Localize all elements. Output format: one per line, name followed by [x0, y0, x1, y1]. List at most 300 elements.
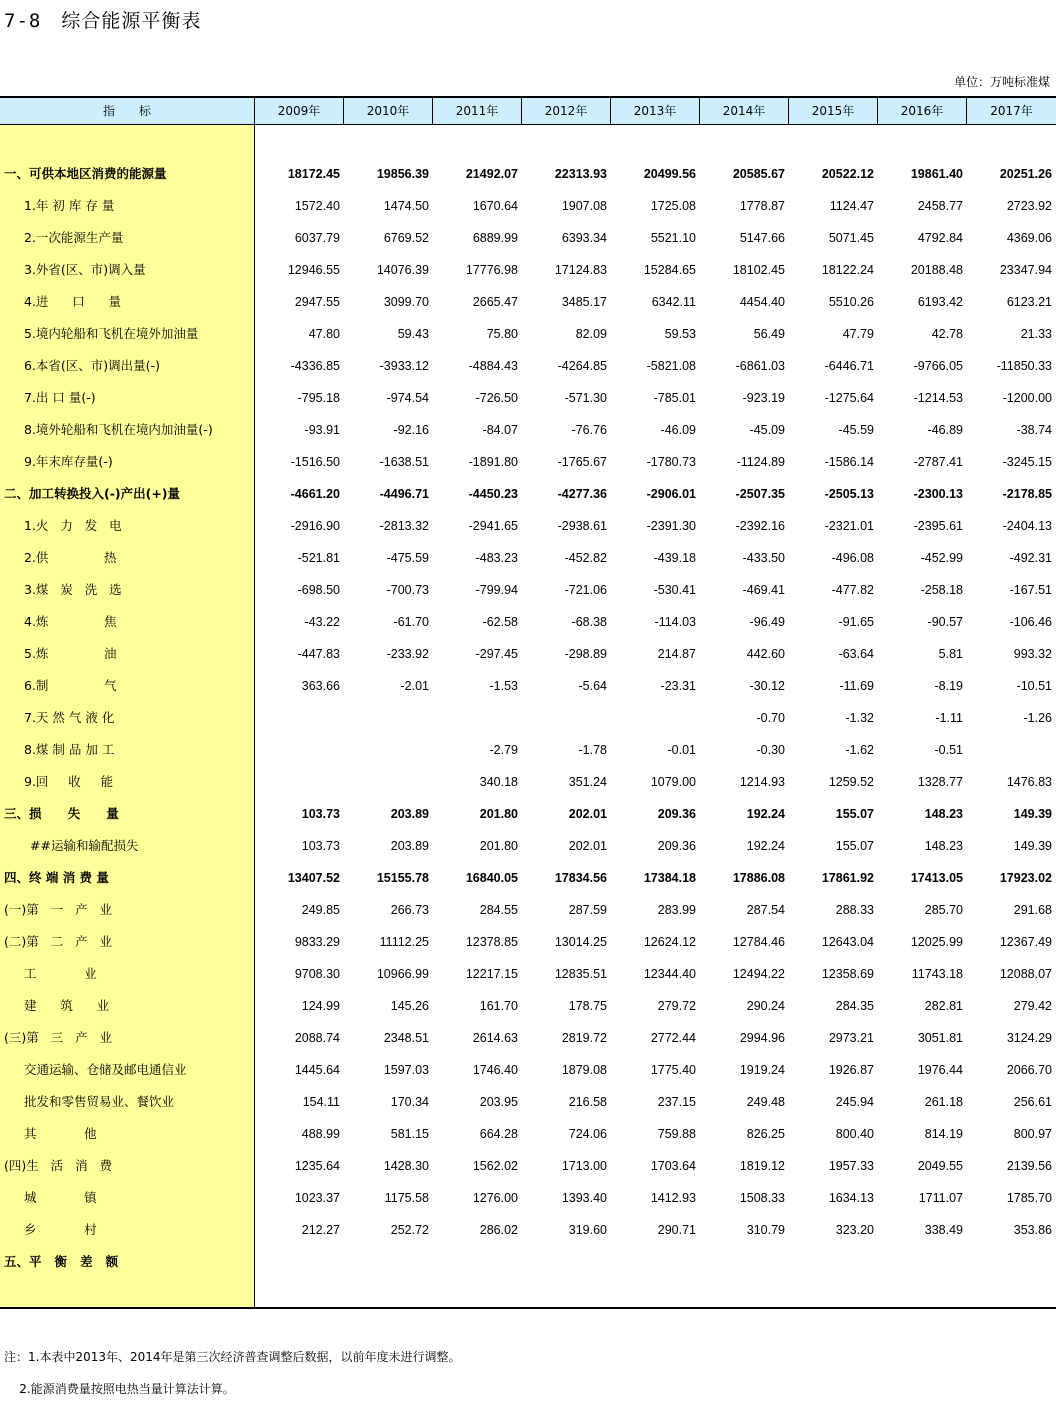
value-cell: 12643.04: [821, 935, 874, 949]
row-label: 城 镇: [24, 1190, 97, 1205]
table-row: [0, 222, 1056, 254]
row-label: 交通运输、仓储及邮电通信业: [24, 1062, 187, 1077]
value-cell: 5521.10: [650, 231, 696, 245]
value-cell: -721.06: [564, 583, 607, 597]
table-row: [0, 638, 1056, 670]
value-cell: -2906.01: [646, 487, 696, 501]
value-cell: 3099.70: [383, 295, 429, 309]
value-cell: 2139.56: [1006, 1159, 1052, 1173]
value-cell: 170.34: [390, 1095, 429, 1109]
value-cell: [254, 766, 340, 798]
value-cell: 9708.30: [294, 967, 340, 981]
table-row: [0, 414, 1056, 446]
row-label: (一)第 一 产 业: [4, 902, 113, 917]
value-cell: [343, 734, 429, 766]
row-label: 3.煤 炭 洗 选: [24, 582, 122, 597]
value-cell: 249.85: [301, 903, 340, 917]
value-cell: 353.86: [1013, 1223, 1052, 1237]
table-row: [0, 702, 1056, 734]
value-cell: 581.15: [390, 1127, 429, 1141]
value-cell: 18102.45: [732, 263, 785, 277]
table-row: [0, 158, 1056, 190]
value-cell: 11743.18: [911, 967, 963, 981]
value-cell: 1703.64: [650, 1159, 696, 1173]
value-cell: 17384.18: [643, 871, 696, 885]
value-cell: 202.01: [568, 839, 607, 853]
value-cell: 285.70: [924, 903, 963, 917]
value-cell: 319.60: [568, 1223, 607, 1237]
value-cell: -96.49: [749, 615, 785, 629]
table-row: [0, 1086, 1056, 1118]
value-cell: -11.69: [839, 679, 874, 693]
row-label: 8.境外轮船和飞机在境内加油量(-): [24, 422, 213, 437]
value-cell: 363.66: [301, 679, 340, 693]
value-cell: 2973.21: [828, 1031, 874, 1045]
row-label: 二、加工转换投入(-)产出(+)量: [4, 486, 181, 501]
table-row: [0, 670, 1056, 702]
value-cell: -2813.32: [379, 519, 429, 533]
value-cell: -0.01: [667, 743, 696, 757]
value-cell: 12025.99: [910, 935, 963, 949]
row-label: (二)第 二 产 业: [4, 934, 113, 949]
value-cell: -1891.80: [468, 455, 518, 469]
value-cell: 11112.25: [379, 935, 429, 949]
row-label: 7.出 口 量(-): [24, 390, 96, 405]
value-cell: 192.24: [746, 839, 785, 853]
value-cell: -2404.13: [1002, 519, 1052, 533]
value-cell: 19861.40: [910, 167, 963, 181]
value-cell: -1124.89: [736, 455, 785, 469]
value-cell: 237.15: [657, 1095, 696, 1109]
value-cell: 214.87: [657, 647, 696, 661]
value-cell: [610, 1246, 696, 1278]
value-cell: [343, 1246, 429, 1278]
value-cell: 664.28: [479, 1127, 518, 1141]
row-label: (三)第 三 产 业: [4, 1030, 113, 1045]
value-cell: -2938.61: [557, 519, 607, 533]
value-cell: -4450.23: [468, 487, 518, 501]
header-indicator: 指标: [102, 104, 175, 118]
value-cell: -5821.08: [646, 359, 696, 373]
value-cell: 12624.12: [643, 935, 696, 949]
value-cell: -1.11: [935, 711, 963, 725]
value-cell: 1175.58: [384, 1191, 429, 1205]
value-cell: 1919.24: [739, 1063, 785, 1077]
value-cell: -43.22: [304, 615, 340, 629]
value-cell: -2300.13: [913, 487, 963, 501]
value-cell: -1214.53: [913, 391, 963, 405]
value-cell: -698.50: [297, 583, 340, 597]
value-cell: 6889.99: [472, 231, 518, 245]
value-cell: -477.82: [831, 583, 874, 597]
value-cell: 149.39: [1013, 807, 1052, 821]
value-cell: 814.19: [924, 1127, 963, 1141]
table-row: [0, 382, 1056, 414]
value-cell: 12378.85: [465, 935, 518, 949]
value-cell: -0.30: [756, 743, 785, 757]
value-cell: -923.19: [742, 391, 785, 405]
row-label: 工 业: [24, 966, 97, 981]
value-cell: 2348.51: [383, 1031, 429, 1045]
value-cell: 286.02: [479, 1223, 518, 1237]
header-year: 2009年: [254, 98, 343, 125]
value-cell: -6446.71: [824, 359, 874, 373]
value-cell: [966, 1246, 1052, 1278]
value-cell: -452.99: [920, 551, 963, 565]
table-row: [0, 1118, 1056, 1150]
header-year: 2010年: [343, 98, 432, 125]
value-cell: -483.23: [475, 551, 518, 565]
value-cell: 1976.44: [917, 1063, 963, 1077]
value-cell: -2.79: [489, 743, 518, 757]
value-cell: 1711.07: [918, 1191, 963, 1205]
row-label: 4.炼 焦: [24, 614, 117, 629]
table-row: [0, 190, 1056, 222]
value-cell: 2614.63: [472, 1031, 518, 1045]
value-cell: 203.95: [479, 1095, 518, 1109]
value-cell: [521, 702, 607, 734]
value-cell: 17886.08: [732, 871, 785, 885]
table-row: [0, 1150, 1056, 1182]
value-cell: -258.18: [920, 583, 963, 597]
table-row: [0, 542, 1056, 574]
row-label: 5.境内轮船和飞机在境外加油量: [24, 326, 199, 341]
value-cell: -492.31: [1009, 551, 1052, 565]
value-cell: 1819.12: [739, 1159, 785, 1173]
value-cell: -8.19: [934, 679, 963, 693]
value-cell: 12088.07: [999, 967, 1052, 981]
unit-label: 单位：万吨标准煤: [953, 75, 1050, 89]
value-cell: 266.73: [390, 903, 429, 917]
table-row: [0, 286, 1056, 318]
value-cell: 42.78: [931, 327, 963, 341]
value-cell: -795.18: [297, 391, 340, 405]
value-cell: -38.74: [1016, 423, 1052, 437]
row-label: 6.本省(区、市)调出量(-): [24, 358, 160, 373]
value-cell: 201.80: [479, 839, 518, 853]
value-cell: 21.33: [1020, 327, 1052, 341]
value-cell: 6193.42: [917, 295, 963, 309]
value-cell: 1259.52: [828, 775, 874, 789]
table-row: [0, 1214, 1056, 1246]
value-cell: -726.50: [475, 391, 518, 405]
value-cell: 351.24: [568, 775, 607, 789]
value-cell: [966, 734, 1052, 766]
table-title: 综合能源平衡表: [61, 10, 202, 32]
row-label: 1.年 初 库 存 量: [24, 198, 115, 213]
value-cell: 155.07: [835, 807, 874, 821]
row-label: 4.进 口 量: [24, 294, 122, 309]
value-cell: 203.89: [390, 839, 429, 853]
value-cell: -4264.85: [557, 359, 607, 373]
value-cell: 800.97: [1013, 1127, 1052, 1141]
value-cell: -9766.05: [913, 359, 963, 373]
value-cell: 12946.55: [287, 263, 340, 277]
value-cell: -530.41: [653, 583, 696, 597]
value-cell: 2947.55: [294, 295, 340, 309]
value-cell: 17834.56: [554, 871, 607, 885]
value-cell: 103.73: [301, 839, 340, 853]
value-cell: 3485.17: [561, 295, 607, 309]
table-row: [0, 1054, 1056, 1086]
value-cell: 209.36: [657, 807, 696, 821]
footnote-line: 注：1.本表中2013年、2014年是第三次经济普查调整后数据，以前年度未进行调整。: [4, 1350, 461, 1364]
value-cell: -2321.01: [824, 519, 874, 533]
value-cell: -1586.14: [824, 455, 874, 469]
value-cell: 1079.00: [650, 775, 696, 789]
value-cell: 993.32: [1013, 647, 1052, 661]
value-cell: -2787.41: [913, 455, 963, 469]
value-cell: 290.24: [746, 999, 785, 1013]
row-label: 3.外省(区、市)调入量: [24, 262, 146, 277]
value-cell: 1670.64: [472, 199, 518, 213]
table-bottom-border: [0, 1307, 1056, 1309]
row-label: 1.火 力 发 电: [24, 518, 122, 533]
value-cell: 759.88: [657, 1127, 696, 1141]
value-cell: 279.72: [657, 999, 696, 1013]
value-cell: 178.75: [568, 999, 607, 1013]
value-cell: 6769.52: [383, 231, 429, 245]
value-cell: 56.49: [753, 327, 785, 341]
row-label: 2.供 热: [24, 550, 117, 565]
value-cell: -1.53: [489, 679, 518, 693]
value-cell: -5.64: [578, 679, 607, 693]
value-cell: 17776.98: [465, 263, 518, 277]
value-cell: -45.09: [749, 423, 785, 437]
value-cell: 13014.25: [554, 935, 607, 949]
value-cell: 20499.56: [643, 167, 696, 181]
value-cell: 20188.48: [910, 263, 963, 277]
value-cell: 826.25: [746, 1127, 785, 1141]
value-cell: -167.51: [1009, 583, 1052, 597]
value-cell: 192.24: [746, 807, 785, 821]
row-label: 批发和零售贸易业、餐饮业: [24, 1094, 175, 1109]
value-cell: -2178.85: [1002, 487, 1052, 501]
value-cell: 1474.50: [383, 199, 429, 213]
header-year: 2012年: [521, 98, 610, 125]
value-cell: 201.80: [479, 807, 518, 821]
value-cell: -4884.43: [468, 359, 518, 373]
value-cell: 442.60: [746, 647, 785, 661]
value-cell: 12358.69: [821, 967, 874, 981]
value-cell: 1879.08: [561, 1063, 607, 1077]
value-cell: -700.73: [386, 583, 429, 597]
value-cell: 1572.40: [294, 199, 340, 213]
value-cell: 124.99: [301, 999, 340, 1013]
value-cell: -114.03: [654, 615, 696, 629]
value-cell: 4369.06: [1006, 231, 1052, 245]
value-cell: 2994.96: [739, 1031, 785, 1045]
table-row: [0, 990, 1056, 1022]
value-cell: -45.59: [838, 423, 874, 437]
value-cell: -61.70: [393, 615, 429, 629]
value-cell: 148.23: [924, 807, 963, 821]
value-cell: 1713.00: [561, 1159, 607, 1173]
value-cell: -297.45: [475, 647, 518, 661]
row-label: 建 筑 业: [24, 998, 110, 1013]
value-cell: 287.54: [746, 903, 785, 917]
value-cell: -76.76: [571, 423, 607, 437]
value-cell: 212.27: [301, 1223, 340, 1237]
value-cell: 261.18: [924, 1095, 963, 1109]
value-cell: -433.50: [742, 551, 785, 565]
value-cell: 145.26: [390, 999, 429, 1013]
row-label: 四、终 端 消 费 量: [4, 870, 109, 885]
value-cell: 1725.08: [650, 199, 696, 213]
value-cell: -10.51: [1016, 679, 1052, 693]
value-cell: -521.81: [297, 551, 340, 565]
value-cell: 149.39: [1013, 839, 1052, 853]
value-cell: 15284.65: [643, 263, 696, 277]
header-year: 2017年: [966, 98, 1056, 125]
value-cell: [877, 1246, 963, 1278]
value-cell: 203.89: [390, 807, 429, 821]
value-cell: 323.20: [835, 1223, 874, 1237]
value-cell: 16840.05: [465, 871, 518, 885]
value-cell: -1.26: [1023, 711, 1052, 725]
value-cell: -30.12: [749, 679, 785, 693]
column-divider: [254, 125, 255, 1309]
value-cell: 4454.40: [739, 295, 785, 309]
value-cell: 18172.45: [287, 167, 340, 181]
table-header: [0, 96, 1056, 125]
value-cell: 2665.47: [472, 295, 518, 309]
value-cell: -90.57: [927, 615, 963, 629]
value-cell: -496.08: [831, 551, 874, 565]
table-row: [0, 894, 1056, 926]
table-row: [0, 1246, 1056, 1278]
value-cell: 2819.72: [561, 1031, 607, 1045]
value-cell: 245.94: [835, 1095, 874, 1109]
value-cell: 6037.79: [294, 231, 340, 245]
value-cell: 202.01: [568, 807, 607, 821]
header-year: 2011年: [432, 98, 521, 125]
value-cell: 18122.24: [821, 263, 874, 277]
value-cell: 1214.93: [739, 775, 785, 789]
value-cell: 12494.22: [732, 967, 785, 981]
value-cell: 2458.77: [917, 199, 963, 213]
table-row: [0, 478, 1056, 510]
value-cell: 2772.44: [650, 1031, 696, 1045]
value-cell: -3933.12: [379, 359, 429, 373]
value-cell: -6861.03: [735, 359, 785, 373]
value-cell: 75.80: [486, 327, 518, 341]
value-cell: 1926.87: [828, 1063, 874, 1077]
value-cell: 1328.77: [917, 775, 963, 789]
footnotes: [4, 1349, 461, 1413]
value-cell: -785.01: [653, 391, 696, 405]
value-cell: 279.42: [1013, 999, 1052, 1013]
value-cell: 13407.52: [287, 871, 340, 885]
value-cell: -447.83: [297, 647, 340, 661]
value-cell: 291.68: [1013, 903, 1052, 917]
value-cell: 9833.29: [294, 935, 340, 949]
value-cell: -469.41: [742, 583, 785, 597]
value-cell: 22313.93: [554, 167, 607, 181]
row-label: 一、可供本地区消费的能源量: [4, 166, 167, 181]
value-cell: -2.01: [400, 679, 429, 693]
value-cell: 2049.55: [917, 1159, 963, 1173]
row-label: (四)生 活 消 费: [4, 1158, 113, 1173]
value-cell: -799.94: [475, 583, 518, 597]
value-cell: 17861.92: [821, 871, 874, 885]
value-cell: -4496.71: [379, 487, 429, 501]
value-cell: 338.49: [924, 1223, 963, 1237]
value-cell: 154.11: [302, 1095, 340, 1109]
value-cell: -46.89: [927, 423, 963, 437]
table-row: [0, 318, 1056, 350]
value-cell: -0.70: [756, 711, 785, 725]
value-cell: 5510.26: [828, 295, 874, 309]
value-cell: 20585.67: [732, 167, 785, 181]
value-cell: [254, 734, 340, 766]
value-cell: 1775.40: [650, 1063, 696, 1077]
value-cell: 82.09: [575, 327, 607, 341]
value-cell: 5147.66: [739, 231, 785, 245]
row-label: 9.回 收 能: [24, 774, 114, 789]
table-row: [0, 926, 1056, 958]
value-cell: 6123.21: [1006, 295, 1052, 309]
value-cell: 1785.70: [1006, 1191, 1052, 1205]
value-cell: 1393.40: [561, 1191, 607, 1205]
table-row: [0, 574, 1056, 606]
row-label: ##运输和输配损失: [30, 838, 139, 853]
value-cell: -4661.20: [290, 487, 340, 501]
value-cell: 12344.40: [643, 967, 696, 981]
value-cell: 282.81: [924, 999, 963, 1013]
value-cell: -2392.16: [735, 519, 785, 533]
value-cell: 1778.87: [739, 199, 785, 213]
footnote-line: 2.能源消费量按照电热当量计算法计算。: [4, 1382, 235, 1396]
value-cell: 1235.64: [294, 1159, 340, 1173]
value-cell: 283.99: [657, 903, 696, 917]
value-cell: -84.07: [482, 423, 518, 437]
value-cell: 19856.39: [376, 167, 429, 181]
value-cell: -4277.36: [557, 487, 607, 501]
table-row: [0, 350, 1056, 382]
value-cell: -298.89: [564, 647, 607, 661]
value-cell: 23347.94: [999, 263, 1052, 277]
value-cell: 161.70: [479, 999, 518, 1013]
value-cell: 3124.29: [1006, 1031, 1052, 1045]
value-cell: 488.99: [301, 1127, 340, 1141]
table-row: [0, 830, 1056, 862]
value-cell: [343, 702, 429, 734]
value-cell: 724.06: [568, 1127, 607, 1141]
value-cell: 256.61: [1013, 1095, 1052, 1109]
value-cell: -233.92: [386, 647, 429, 661]
value-cell: -46.09: [660, 423, 696, 437]
value-cell: 1476.83: [1006, 775, 1052, 789]
value-cell: -1.32: [845, 711, 874, 725]
row-label: 5.炼 油: [24, 646, 117, 661]
value-cell: 6393.34: [561, 231, 607, 245]
table-row: [0, 766, 1056, 798]
value-cell: -1.78: [578, 743, 607, 757]
value-cell: -1638.51: [379, 455, 429, 469]
value-cell: 17124.83: [554, 263, 607, 277]
value-cell: 10966.99: [376, 967, 429, 981]
value-cell: 1907.08: [561, 199, 607, 213]
value-cell: -4336.85: [290, 359, 340, 373]
value-cell: [254, 1246, 340, 1278]
table-row: [0, 606, 1056, 638]
value-cell: 1276.00: [472, 1191, 518, 1205]
energy-balance-table: [0, 96, 1056, 1309]
value-cell: 340.18: [479, 775, 518, 789]
header-year: 2015年: [788, 98, 877, 125]
value-cell: 59.53: [664, 327, 696, 341]
